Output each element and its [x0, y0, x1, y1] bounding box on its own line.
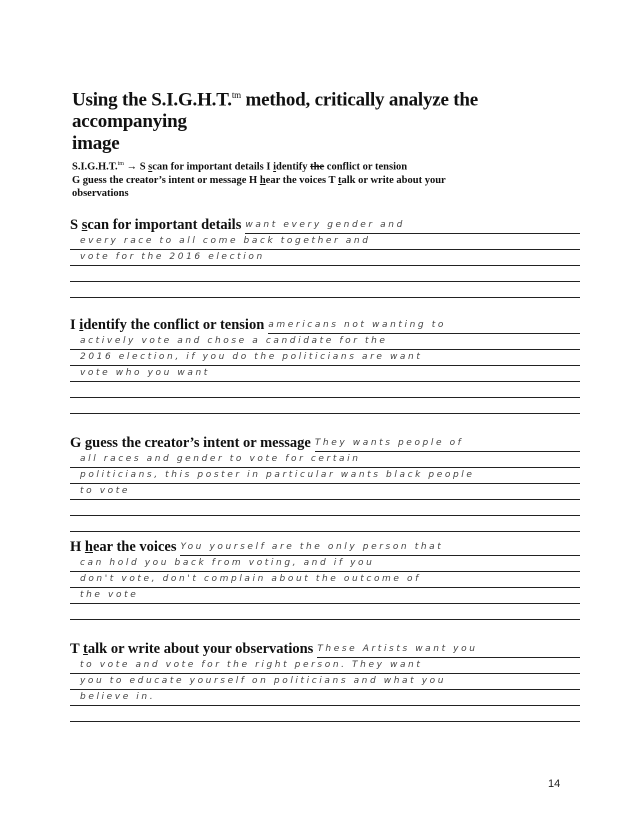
talk-answer-line-4[interactable]: believe in.	[70, 690, 580, 706]
section-talk	[70, 638, 580, 722]
sight-legend	[72, 158, 572, 200]
section-hear	[70, 536, 580, 620]
scan-answer-line-2[interactable]: every race to all come back together and	[70, 234, 580, 250]
legend-s-underlined: s	[148, 161, 153, 173]
legend-t-underlined: t	[338, 174, 342, 186]
legend-line-3	[72, 187, 572, 200]
identify-answer-line-5[interactable]	[70, 382, 580, 398]
identify-answer-line-4[interactable]: vote who you want	[70, 366, 580, 382]
hear-answer-line-4[interactable]: the vote	[70, 588, 580, 604]
legend-t-text: alk or write about your	[341, 174, 446, 186]
scan-answer-line-1[interactable]: want every gender and	[245, 219, 580, 234]
title-tm: tm	[231, 90, 241, 100]
legend-i-text: dentify	[276, 161, 311, 173]
scan-answer-line-5[interactable]	[70, 282, 580, 298]
guess-answer-line-1[interactable]: They wants people of	[315, 437, 580, 452]
legend-h-text: ear the voices	[265, 174, 329, 186]
title-text-1: Using the S.I.G.H.T.	[72, 89, 232, 111]
legend-s-text: can for important details	[152, 161, 267, 173]
legend-g-text: uess the creator’s intent or message	[88, 174, 250, 186]
legend-g-underlined: g	[82, 174, 89, 186]
legend-tm: tm	[117, 161, 124, 167]
legend-line-1	[72, 158, 572, 174]
legend-s-letter: S	[139, 161, 149, 173]
hear-answer-line-3[interactable]: don't vote, don't complain about the outcome of	[70, 572, 580, 588]
scan-answer-line-3[interactable]: vote for the 2016 election	[70, 250, 580, 266]
section-scan-label: S scan for important details	[70, 217, 242, 233]
section-scan	[70, 214, 580, 298]
guess-answer-line-4[interactable]: to vote	[70, 484, 580, 500]
talk-answer-line-5[interactable]	[70, 706, 580, 722]
legend-line-2	[72, 174, 572, 187]
page-number: 14	[548, 778, 561, 790]
identify-answer-line-1[interactable]: americans not wanting to	[268, 319, 580, 334]
guess-answer-line-2[interactable]: all races and gender to vote for certain	[70, 452, 580, 468]
legend-i-text-rest: conflict or tension	[324, 161, 408, 173]
legend-h-underlined: h	[259, 174, 266, 186]
identify-answer-line-2[interactable]: actively vote and chose a candidate for the	[70, 334, 580, 350]
hear-answer-line-2[interactable]: can hold you back from voting, and if you	[70, 556, 580, 572]
identify-answer-line-3[interactable]: 2016 election, if you do the politicians are want	[70, 350, 580, 366]
legend-arrow: →	[123, 161, 140, 173]
legend-i-underlined: i	[273, 161, 277, 173]
talk-answer-line-3[interactable]: you to educate yourself on politicians and what you	[70, 674, 580, 690]
legend-acronym: S.I.G.H.T.	[72, 161, 118, 173]
identify-answer-line-6[interactable]	[70, 398, 580, 414]
section-identify	[70, 314, 580, 414]
hear-answer-line-5[interactable]	[70, 604, 580, 620]
title-text-1b: method, critically analyze the accompanying	[72, 89, 478, 133]
legend-observations: observations	[72, 187, 129, 199]
section-guess-label: G guess the creator’s intent or message	[70, 435, 311, 451]
guess-answer-line-6[interactable]	[70, 516, 580, 532]
worksheet-title	[72, 84, 572, 155]
guess-answer-line-5[interactable]	[70, 500, 580, 516]
section-guess	[70, 432, 580, 532]
legend-i-letter: I	[266, 161, 274, 173]
title-text-2: image	[72, 133, 120, 155]
legend-t-letter: T	[328, 174, 338, 186]
section-talk-label: T talk or write about your observations	[70, 641, 314, 657]
talk-answer-line-1[interactable]: These Artists want you	[317, 643, 580, 658]
guess-answer-line-3[interactable]: politicians, this poster in particular wants black people	[70, 468, 580, 484]
scan-answer-line-4[interactable]	[70, 266, 580, 282]
talk-answer-line-2[interactable]: to vote and vote for the right person. They want	[70, 658, 580, 674]
hear-answer-line-1[interactable]: You yourself are the only person that	[180, 541, 580, 556]
legend-g-letter: G	[72, 174, 83, 186]
legend-i-strike: the	[310, 161, 325, 173]
section-hear-label: H hear the voices	[70, 539, 177, 555]
section-identify-label: I identify the conflict or tension	[70, 317, 265, 333]
legend-h-letter: H	[249, 174, 260, 186]
